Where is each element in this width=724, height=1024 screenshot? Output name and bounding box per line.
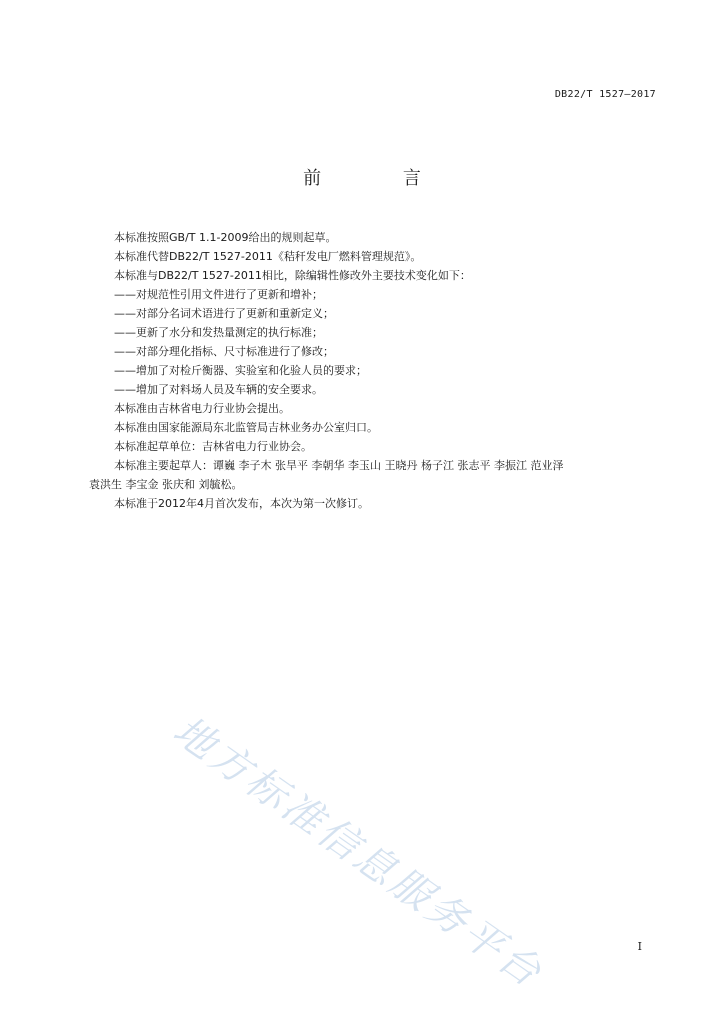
page-number: I xyxy=(637,940,642,953)
document-code: DB22/T 1527—2017 xyxy=(554,89,656,100)
paragraph-administrator: 本标准由国家能源局东北监管局吉林业务办公室归口。 xyxy=(114,421,378,434)
change-item: ——增加了对检斤衡器、实验室和化验人员的要求； xyxy=(114,364,367,377)
change-item: ——对规范性引用文件进行了更新和增补； xyxy=(114,288,323,301)
change-item: ——增加了对料场人员及车辆的安全要求。 xyxy=(114,383,323,396)
watermark: 地方标准信息服务平台 xyxy=(164,707,552,998)
paragraph-drafters-continued: 袁洪生 李宝金 张庆和 刘毓松。 xyxy=(89,478,243,491)
paragraph-drafting-unit: 本标准起草单位：吉林省电力行业协会。 xyxy=(114,440,312,453)
paragraph-changes-intro: 本标准与DB22/T 1527-2011相比，除编辑性修改外主要技术变化如下： xyxy=(114,269,471,282)
change-item: ——更新了水分和发热量测定的执行标准； xyxy=(114,326,323,339)
paragraph-drafting-rules: 本标准按照GB/T 1.1-2009给出的规则起草。 xyxy=(114,231,337,244)
document-body xyxy=(89,228,661,513)
paragraph-proposer: 本标准由吉林省电力行业协会提出。 xyxy=(114,402,290,415)
paragraph-replaces: 本标准代替DB22/T 1527-2011《秸秆发电厂燃料管理规范》。 xyxy=(114,250,422,263)
paragraph-release-note: 本标准于2012年4月首次发布，本次为第一次修订。 xyxy=(114,497,369,510)
paragraph-drafters: 本标准主要起草人：谭巍 李子木 张旱平 李朝华 李玉山 王晓丹 杨子江 张志平 李振江 范业泽 xyxy=(114,459,564,472)
change-item: ——对部分名词术语进行了更新和重新定义； xyxy=(114,307,334,320)
change-item: ——对部分理化指标、尺寸标准进行了修改； xyxy=(114,345,334,358)
page-title: 前 言 xyxy=(303,168,459,189)
